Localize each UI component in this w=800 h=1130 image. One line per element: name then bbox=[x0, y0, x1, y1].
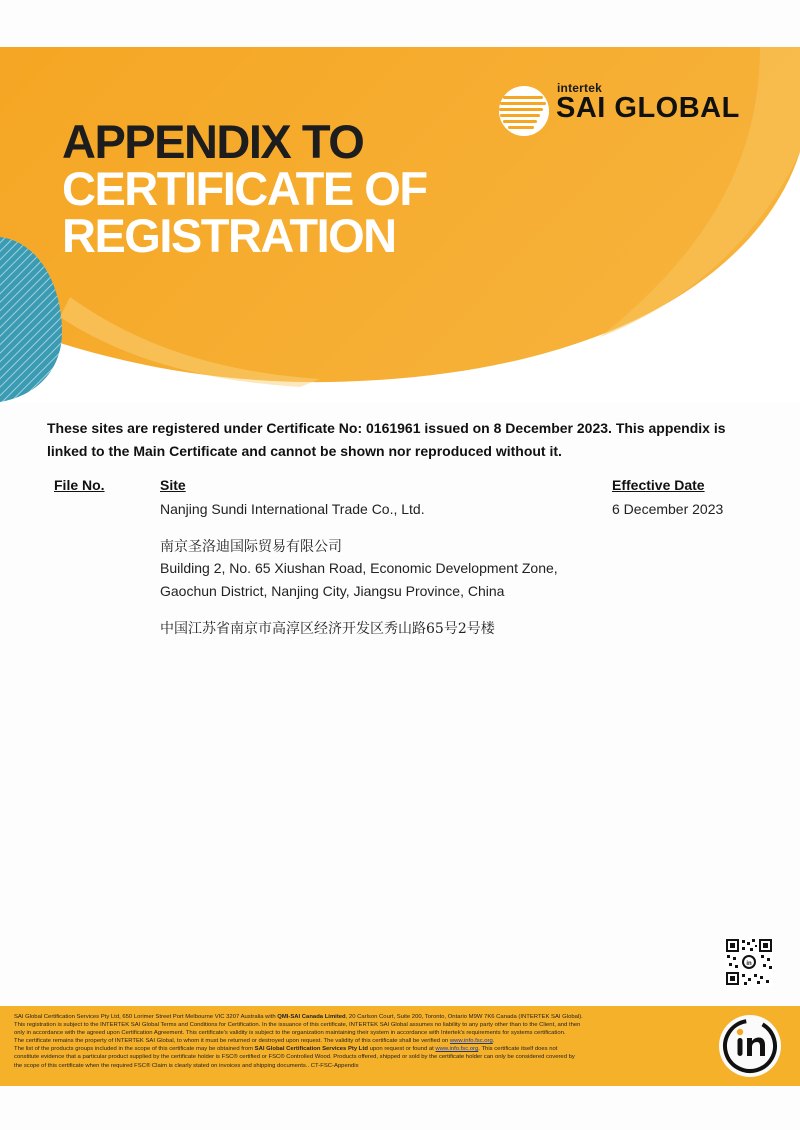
fsc-verification-link[interactable]: www.info.fsc.org bbox=[449, 1038, 493, 1045]
qr-code[interactable] bbox=[725, 938, 773, 986]
title-line-registration: REGISTRATION bbox=[62, 209, 396, 262]
footer-legal-text: SAI Global Certification Services Pty Ltd, 650 Lorimer Street Port Melbourne VIC 3207 Australia with QMI-SAI Canada Limited, 20 Carlson Court, Suite 200, Toronto, Ontario M9W 7K6 Canada (INTERTEK SAI Global). This registration is subject to the INTERTEK SAI Global Terms and Conditions for Certification. In the issuance of this certificate, INTERTEK SAI Global assumes no liability to any party other than to the Client, and then only in accordance with the agreed upon Certification Agreement. This certificate's validity is subject to the organization maintaining their system in accordance with Intertek's requirements for systems certification. The certificate remains the property of INTERTEK SAI Global, to whom it must be returned or destroyed upon request. The validity of this certificate shall be verified on www.info.fsc.org. The list of the products groups included in the scope of this certificate may be obtained from SAI Global Certification Services Pty Ltd upon request or found at www.info.fsc.org. This certificate itself does not constitute evidence that a particular product supplied by the certificate holder is FSC® certified or FSC® Controlled Wood. Products offered, shipped or sold by the certificate holder can only be considered covered by the scope of this certificate when the required FSC® Claim is clearly stated on invoices and shipping documents.. CT-FSC-Appendix bbox=[14, 1014, 583, 1069]
svg-text:in: in bbox=[746, 961, 752, 967]
site-name-chinese: 南京圣洛迪国际贸易有限公司 bbox=[160, 539, 342, 555]
sai-global-emblem-icon bbox=[497, 84, 551, 138]
statement-line-1: These sites are registered under Certificate No: 0161961 issued on 8 December 2023. This appendix is bbox=[47, 420, 726, 436]
title-line-certificate: CERTIFICATE OF bbox=[62, 162, 427, 215]
statement-line-2: linked to the Main Certificate and cannot be shown nor reproduced without it. bbox=[47, 443, 562, 459]
title-line-appendix: APPENDIX TO bbox=[62, 115, 364, 168]
intertek-wordmark: intertek bbox=[557, 81, 602, 95]
footer-bar bbox=[0, 1006, 800, 1086]
site-address-chinese: 中国江苏省南京市高淳区经济开发区秀山路65号2号楼 bbox=[160, 621, 495, 637]
intertek-sai-global-logo bbox=[497, 80, 767, 140]
page-title bbox=[62, 115, 427, 262]
column-header-file-no: File No. bbox=[54, 477, 105, 493]
sai-global-wordmark: SAI GLOBAL bbox=[556, 92, 740, 124]
site-address-line-2: Gaochun District, Nanjing City, Jiangsu Province, China bbox=[160, 583, 505, 599]
column-header-effective-date: Effective Date bbox=[612, 477, 705, 493]
site-name: Nanjing Sundi International Trade Co., Ltd. bbox=[160, 501, 425, 517]
fsc-products-link[interactable]: www.info.fsc.org bbox=[435, 1046, 479, 1053]
intertek-in-logo-icon bbox=[717, 1013, 783, 1079]
column-header-site: Site bbox=[160, 477, 186, 493]
effective-date-value: 6 December 2023 bbox=[612, 501, 724, 517]
registration-statement bbox=[47, 417, 747, 463]
site-address-line-1: Building 2, No. 65 Xiushan Road, Economic Development Zone, bbox=[160, 560, 558, 576]
